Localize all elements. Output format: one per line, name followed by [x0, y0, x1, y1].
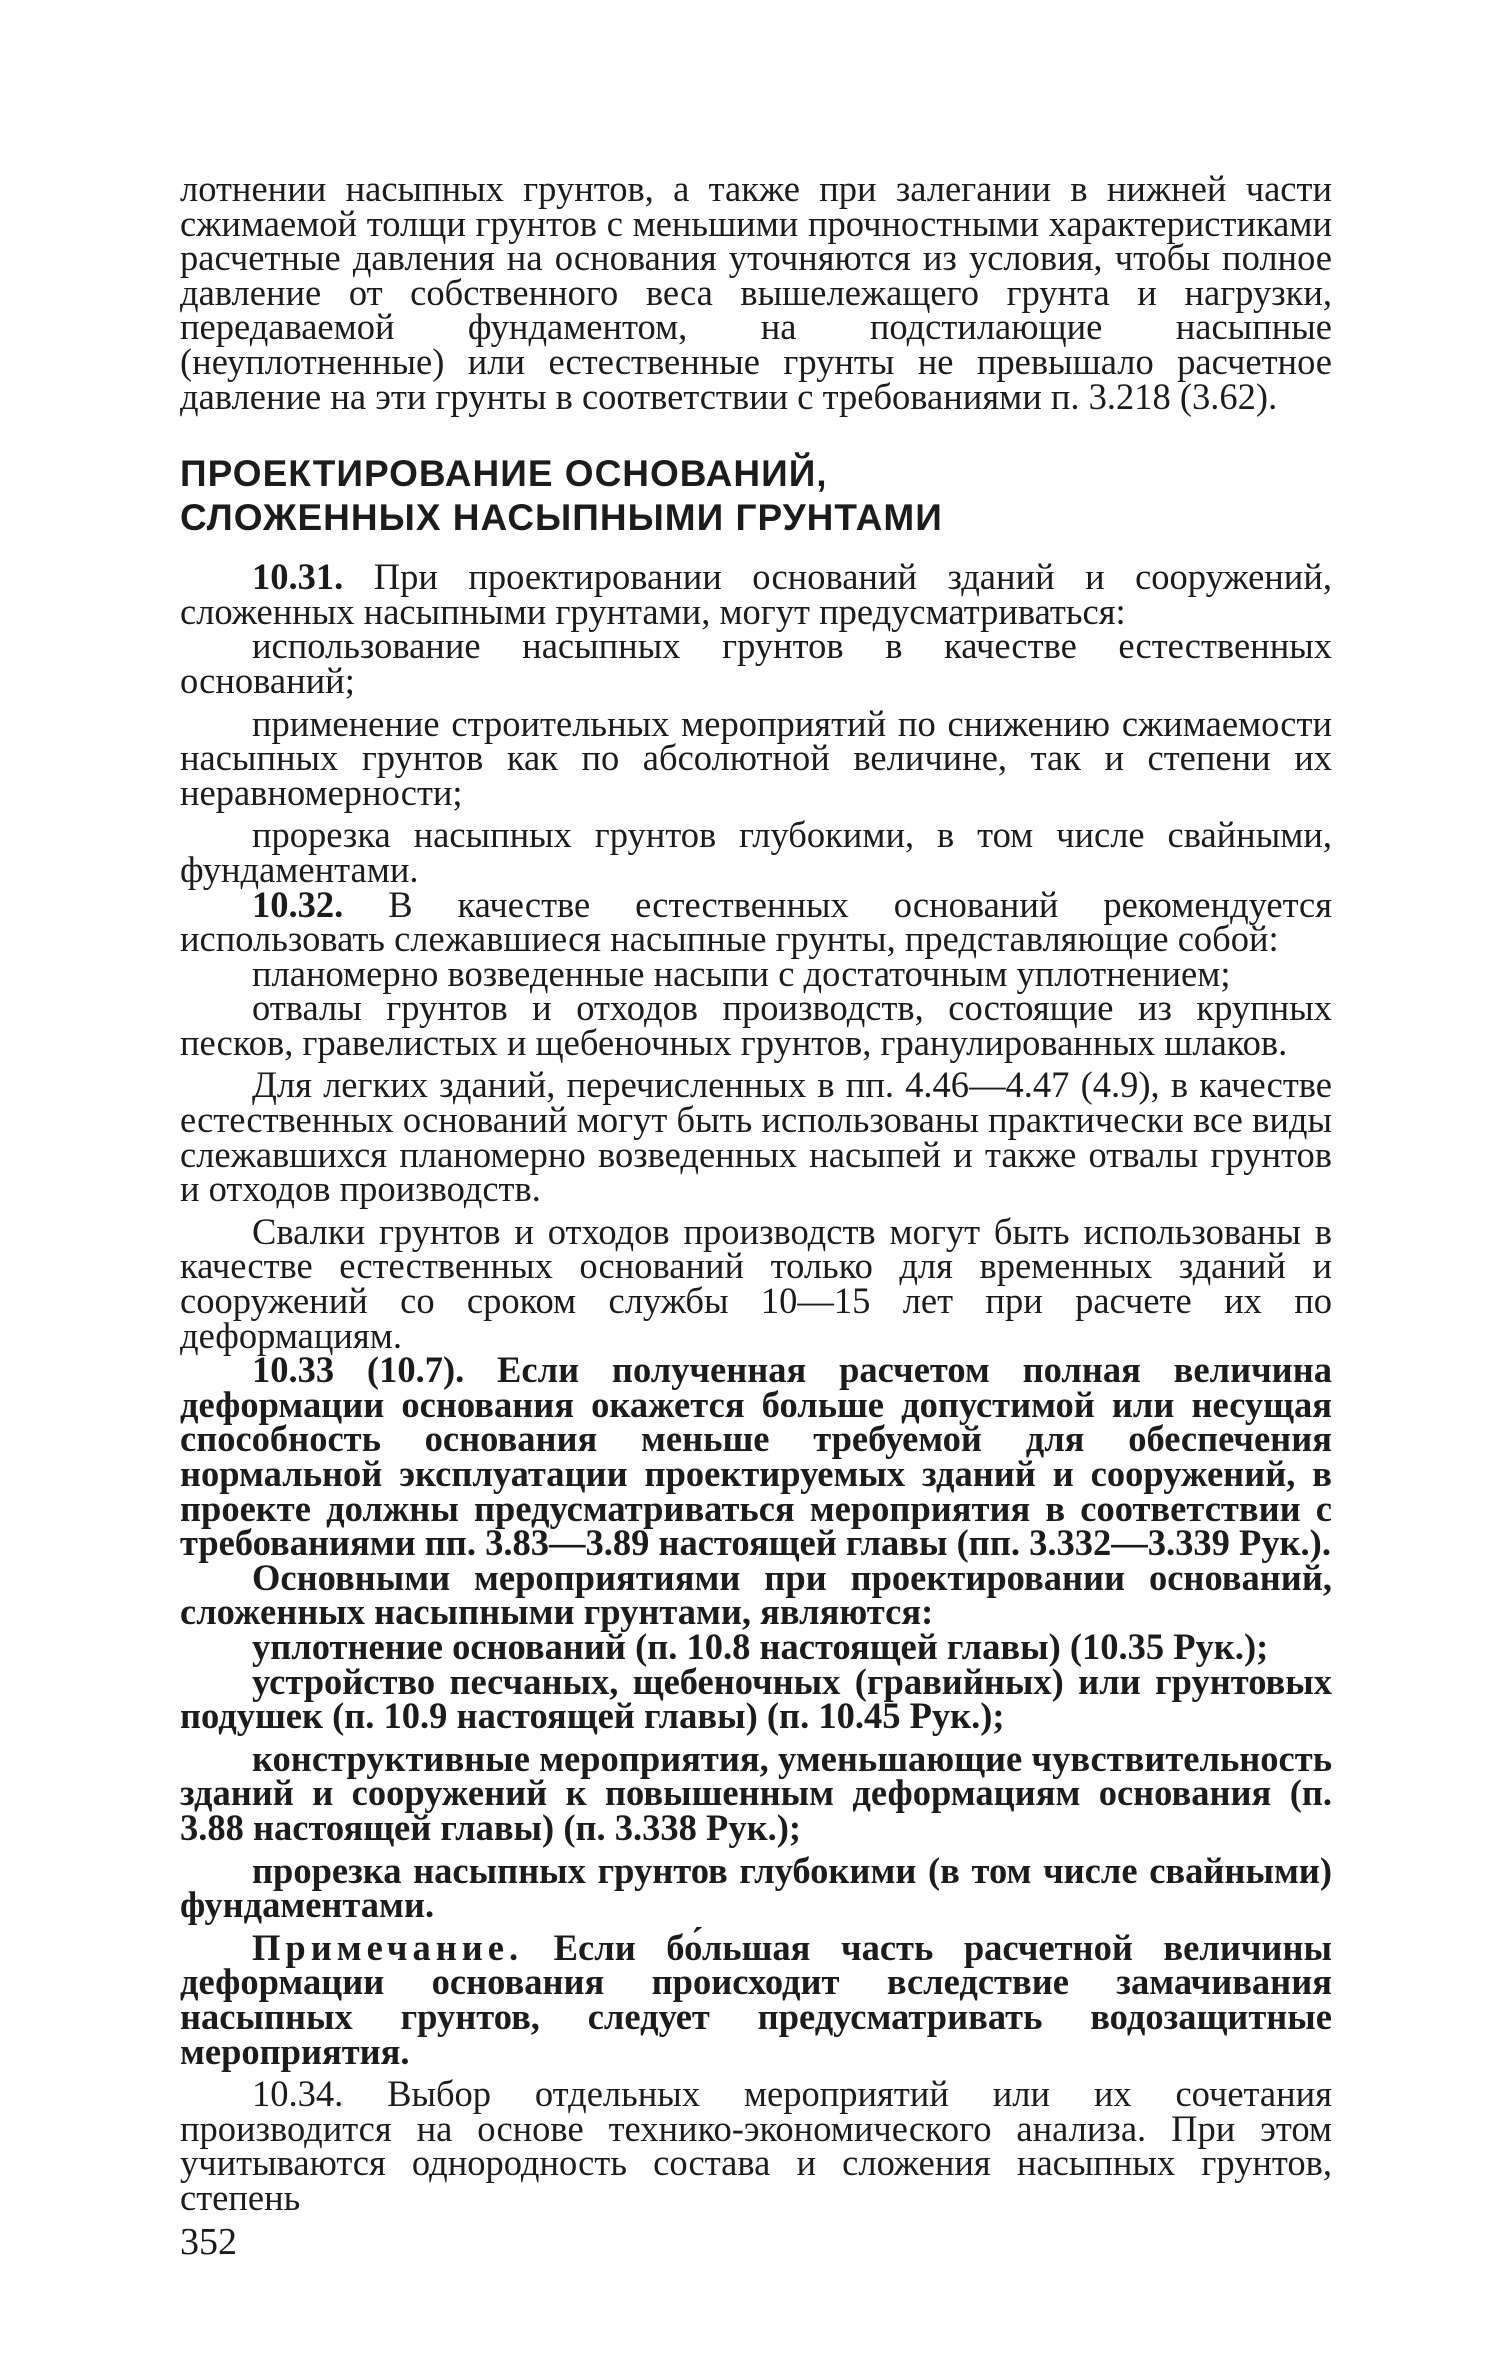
- note-paragraph: [180, 1926, 1332, 2072]
- list-item: применение строительных мероприятий по снижению сжимаемости насыпных грунтов как по абсолютной величине, так и степени их неравномерности;: [180, 702, 1332, 813]
- paragraph-10-34: [180, 2073, 1332, 2218]
- clause-number: 10.34.: [252, 2073, 344, 2115]
- text-body: [180, 168, 1332, 2218]
- clause-number: 10.32.: [252, 883, 344, 925]
- intro-paragraph: лотнении насыпных грунтов, а также при залегании в нижней части сжимаемой толщи грунтов с меньшими прочностными характеристиками расчетные давления на основания уточняются из условия, чтобы полное давление от собственного веса вышележащего грунта и нагрузки, передаваемой фундаментом, на подстилающие насыпные (неуплотненные) или естественные грунты не превышало расчетное давление на эти грунты в соответствии с требованиями п. 3.218 (3.62).: [180, 168, 1332, 417]
- list-item: прорезка насыпных грунтов глубокими (в том числе свайными) фундаментами.: [180, 1849, 1332, 1926]
- paragraph-dumps: Свалки грунтов и отходов производств могут быть использованы в качестве естественных оснований только для временных зданий и сооружений со сроком службы 10—15 лет при расчете их по деформациям.: [180, 1210, 1332, 1356]
- section-heading: [180, 452, 1332, 540]
- section-heading-line-2: СЛОЖЕННЫХ НАСЫПНЫМИ ГРУНТАМИ: [180, 497, 943, 539]
- clause-number: 10.31.: [252, 556, 344, 598]
- section-heading-line-1: ПРОЕКТИРОВАНИЕ ОСНОВАНИЙ,: [180, 453, 828, 495]
- paragraph-10-33: 10.33 (10.7). Если полученная расчетом полная величина деформации основания окажется больше допустимой или несущая способность основания меньше требуемой для обеспечения нормальной эксплуатации проектируемых зданий и сооружений, в проекте должны предусматриваться мероприятия в соответствии с требованиями пп. 3.83—3.89 настоящей главы (пп. 3.332—3.339 Рук.).: [180, 1349, 1332, 1564]
- clause-text: При проектировании оснований зданий и сооружений, сложенных насыпными грунтами, могут предусматриваться:: [180, 556, 1332, 632]
- list-item: уплотнение оснований (п. 10.8 настоящей главы) (10.35 Рук.);: [252, 1625, 1269, 1667]
- list-item: прорезка насыпных грунтов глубокими, в том числе свайными, фундаментами.: [180, 814, 1332, 890]
- clause-text: В качестве естественных оснований рекомендуется использовать слежавшиеся насыпные грунты, представляющие собой:: [180, 883, 1332, 960]
- page-number: 352: [180, 2221, 237, 2263]
- list-item: отвалы грунтов и отходов производств, состоящие из крупных песков, гравелистых и щебеночных грунтов, гранулированных шлаков.: [180, 987, 1332, 1063]
- list-item: устройство песчаных, щебеночных (гравийных) или грунтовых подушек (п. 10.9 настоящей главы) (п. 10.45 Рук.);: [180, 1660, 1332, 1737]
- list-item: конструктивные мероприятия, уменьшающие чувствительность зданий и сооружений к повышенным деформациям основания (п. 3.88 настоящей главы) (п. 3.338 Рук.);: [180, 1737, 1332, 1848]
- list-item: использование насыпных грунтов в качестве естественных оснований;: [180, 625, 1332, 701]
- paragraph-light-buildings: Для легких зданий, перечисленных в пп. 4.46—4.47 (4.9), в качестве естественных оснований могут быть использованы практически все виды слежавшихся планомерно возведенных насыпей и также отвалы грунтов и отходов производств.: [180, 1064, 1332, 1210]
- note-text: Если бо́льшая часть расчетной величины деформации основания происходит вследствие замачивания насыпных грунтов, следует предусматривать водозащитные мероприятия.: [180, 1926, 1332, 2072]
- paragraph-10-31: [180, 556, 1332, 632]
- list-item: планомерно возведенные насыпи с достаточным уплотнением;: [252, 952, 1231, 994]
- note-label: Примечание.: [252, 1926, 524, 1968]
- paragraph-main-measures: Основными мероприятиями при проектировании оснований, сложенных насыпными грунтами, являются:: [180, 1556, 1332, 1633]
- clause-text: Выбор отдельных мероприятий или их сочетания производится на основе технико-экономического анализа. При этом учитываются однородность состава и сложения насыпных грунтов, степень: [180, 2073, 1332, 2218]
- paragraph-10-32: [180, 883, 1332, 960]
